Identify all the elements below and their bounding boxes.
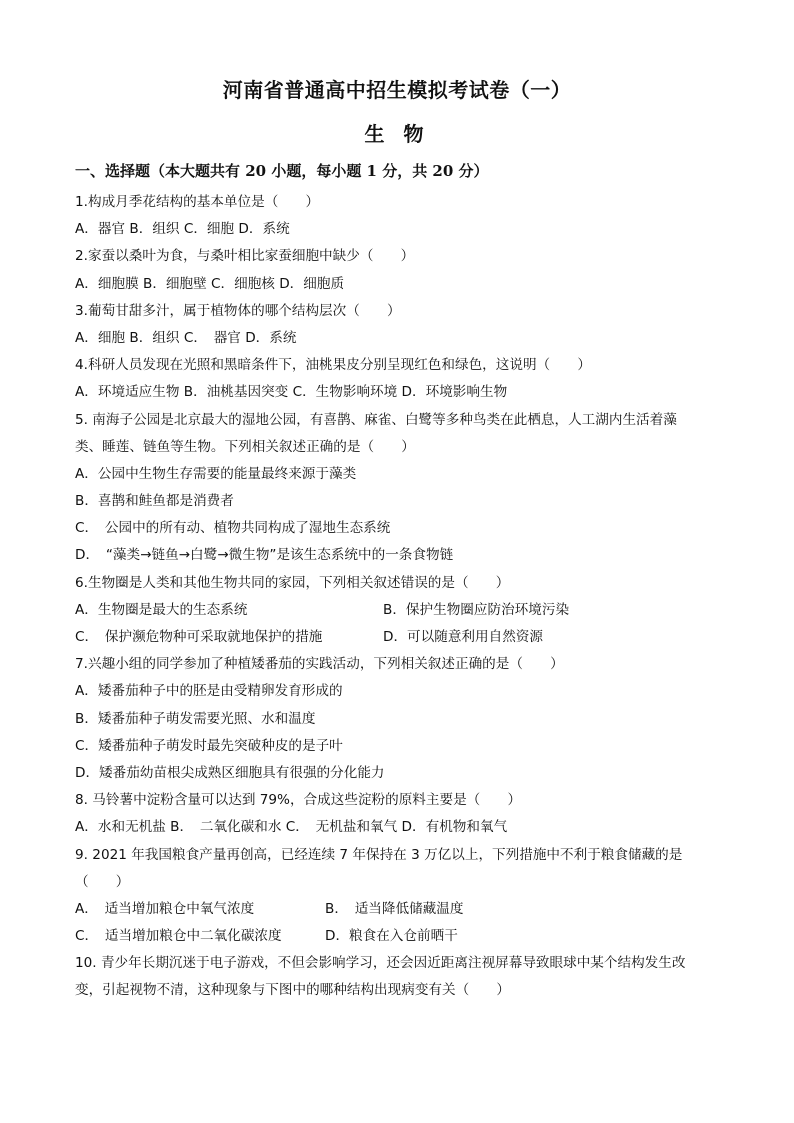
- question-7-option-a: A．矮番茄种子中的胚是由受精卵发育形成的: [75, 683, 343, 700]
- question-3-stem: 3.葡萄甘甜多汁，属于植物体的哪个结构层次（ ）: [75, 302, 401, 319]
- question-5-option-b: B．喜鹊和鲑鱼都是消费者: [75, 493, 234, 510]
- question-6-options-row-1: [75, 597, 725, 624]
- question-8-options: A．水和无机盐 B． 二氧化碳和水 C． 无机盐和氧气 D．有机物和氧气: [75, 819, 508, 836]
- question-9-option-a: A． 适当增加粮仓中氧气浓度: [75, 900, 255, 917]
- question-4-options: A．环境适应生物 B．油桃基因突变 C．生物影响环境 D．环境影响生物: [75, 384, 508, 401]
- question-9-option-b: B． 适当降低储藏温度: [325, 900, 464, 917]
- question-4-stem: 4.科研人员发现在光照和黑暗条件下，油桃果皮分别呈现红色和绿色，这说明（ ）: [75, 357, 591, 374]
- question-1-options: A．器官 B．组织 C．细胞 D．系统: [75, 221, 290, 238]
- question-5-option-c: C． 公园中的所有动、植物共同构成了湿地生态系统: [75, 520, 391, 537]
- question-7-stem: 7.兴趣小组的同学参加了种植矮番茄的实践活动，下列相关叙述正确的是（ ）: [75, 656, 564, 673]
- question-9-stem-line-1: 9. 2021 年我国粮食产量再创高，已经连续 7 年保持在 3 万亿以上，下列措施中不利于粮食储藏的是: [75, 846, 683, 863]
- question-2-stem: 2.家蚕以桑叶为食，与桑叶相比家蚕细胞中缺少（ ）: [75, 248, 415, 265]
- question-6-stem: 6.生物圈是人类和其他生物共同的家园，下列相关叙述错误的是（ ）: [75, 574, 510, 591]
- question-9-option-c: C． 适当增加粮仓中二氧化碳浓度: [75, 928, 282, 945]
- exam-title: 河南省普通高中招生模拟考试卷（一）: [222, 78, 572, 102]
- question-10-stem-line-2: 变，引起视物不清，这种现象与下图中的哪种结构出现病变有关（ ）: [75, 982, 510, 999]
- question-list: [75, 189, 725, 1005]
- question-6-option-d: D．可以随意利用自然资源: [383, 629, 543, 645]
- question-1-stem: 1.构成月季花结构的基本单位是（ ）: [75, 194, 320, 210]
- question-7-option-d: D．矮番茄幼苗根尖成熟区细胞具有很强的分化能力: [75, 764, 385, 781]
- section-heading: 一、选择题（本大题共有 20 小题，每小题 1 分，共 20 分）: [75, 162, 489, 180]
- question-5-stem-line-2: 类、睡莲、链鱼等生物。下列相关叙述正确的是（ ）: [75, 438, 415, 455]
- question-6-option-a: A．生物圈是最大的生态系统: [75, 601, 248, 618]
- question-9-options-row-1: [75, 896, 725, 923]
- question-5-option-a: A．公园中生物生存需要的能量最终来源于藻类: [75, 465, 357, 482]
- question-5-stem-line-1: 5. 南海子公园是北京最大的湿地公园，有喜鹊、麻雀、白鹭等多种鸟类在此栖息，人工湖内生活着藻: [75, 411, 677, 428]
- question-3-options: A．细胞 B．组织 C． 器官 D．系统: [75, 329, 297, 346]
- question-9-options-row-2: [75, 923, 725, 950]
- question-6-options-row-2: [75, 624, 725, 651]
- question-5-option-d: D． “藻类→链鱼→白鹭→微生物”是该生态系统中的一条食物链: [75, 547, 454, 564]
- question-6-option-c: C． 保护濒危物种可采取就地保护的措施: [75, 629, 323, 645]
- question-7-option-b: B．矮番茄种子萌发需要光照、水和温度: [75, 710, 316, 727]
- question-7-option-c: C．矮番茄种子萌发时最先突破种皮的是子叶: [75, 737, 343, 754]
- question-9-option-d: D．粮食在入仓前晒干: [325, 928, 458, 945]
- subject-title: 生 物: [364, 122, 430, 146]
- question-6-option-b: B．保护生物圈应防治环境污染: [383, 601, 570, 618]
- question-10-stem-line-1: 10. 青少年长期沉迷于电子游戏，不但会影响学习，还会因近距离注视屏幕导致眼球中某个结构发生改: [75, 955, 686, 972]
- question-2-options: A．细胞膜 B．细胞壁 C．细胞核 D．细胞质: [75, 275, 345, 292]
- question-9-stem-line-2: （ ）: [75, 873, 130, 890]
- question-8-stem: 8. 马铃薯中淀粉含量可以达到 79%，合成这些淀粉的原料主要是（ ）: [75, 792, 522, 809]
